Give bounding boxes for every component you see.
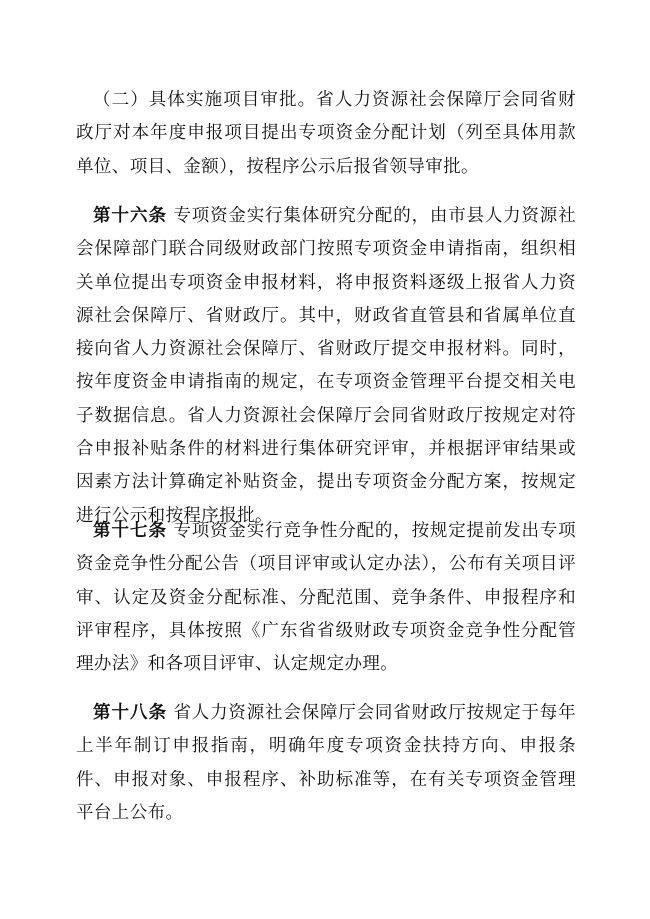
article-18-heading: 第十八条 [93, 703, 168, 723]
article-17-heading: 第十七条 [93, 521, 168, 541]
article-18-text: 省人力资源社会保障厅会同省财政厅按规定于每年上半年制订申报指南，明确年度专项资金扶持方向、申报条件、申报对象、申报程序、补助标准等，在有关专项资金管理平台上公布。 [76, 703, 577, 823]
article-16-paragraph [76, 200, 576, 533]
article-18-paragraph [76, 697, 576, 830]
paragraph-text: （二）具体实施项目审批。省人力资源社会保障厅会同省财政厅对本年度申报项目提出专项资金分配计划（列至具体用款单位、项目、金额），按程序公示后报省领导审批。 [76, 90, 576, 177]
article-16-text: 专项资金实行集体研究分配的，由市县人力资源社会保障部门联合同级财政部门按照专项资金申请指南，组织相关单位提出专项资金申报材料，将申报资料逐级上报省人力资源社会保障厅、省财政厅。其中，财政省直管县和省属单位直接向省人力资源社会保障厅、省财政厅提交申报材料。同时，按年度资金申请指南的规定，在专项资金管理平台提交相关电子数据信息。省人力资源社会保障厅会同省财政厅按规定对符合申报补贴条件的材料进行集体研究评审，并根据评审结果或因素方法计算确定补贴资金，提出专项资金分配方案，按规定进行公示和按程序报批。 [76, 206, 577, 526]
article-17-text: 专项资金实行竞争性分配的，按规定提前发出专项资金竞争性分配公告（项目评审或认定办法），公布有关项目评审、认定及资金分配标准、分配范围、竞争条件、申报程序和评审程序，具体按照《广东省省级财政专项资金竞争性分配管理办法》和各项目评审、认定规定办理。 [76, 521, 577, 675]
paragraph-project-approval [76, 84, 576, 184]
article-16-heading: 第十六条 [93, 206, 168, 226]
article-17-paragraph [76, 515, 576, 681]
